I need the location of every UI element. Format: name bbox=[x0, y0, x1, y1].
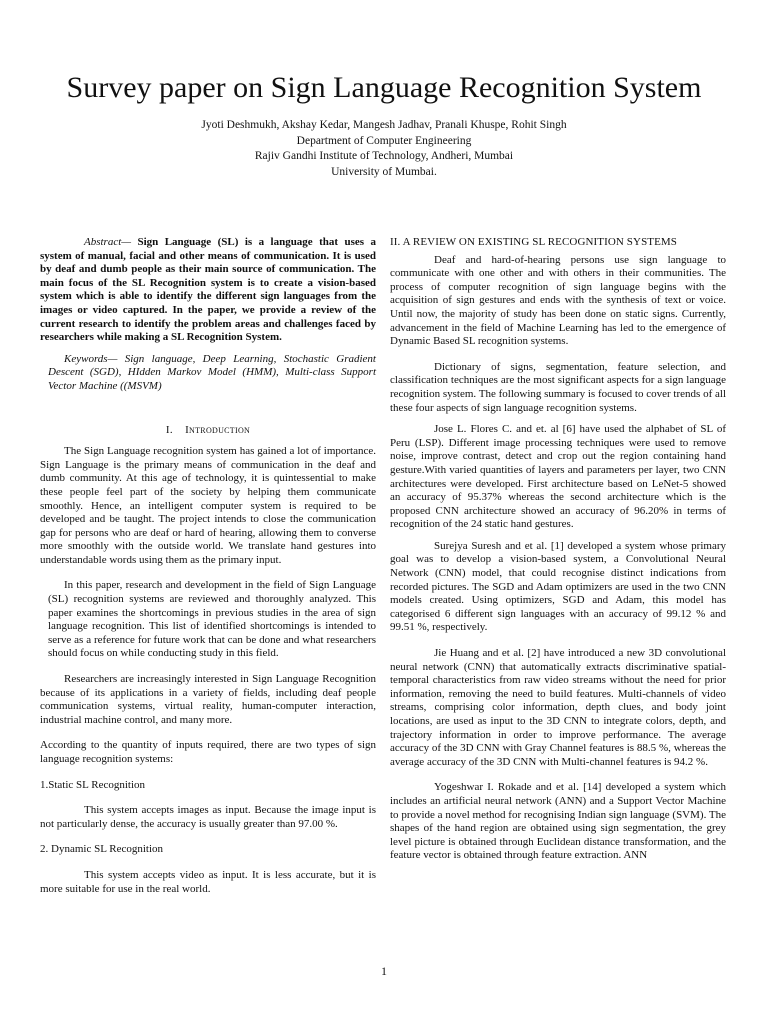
page-number: 1 bbox=[381, 964, 387, 978]
review-paragraph-2: Dictionary of signs, segmentation, feature selection, and classification techniques are the most significant aspects for a sign language recognition system. The following summary is focused to cover trends of all these four aspects of sign language recognition systems. bbox=[390, 360, 726, 414]
dynamic-sl-heading: 2. Dynamic SL Recognition bbox=[40, 843, 164, 856]
intro-paragraph-2: In this paper, research and development in the field of Sign Language (SL) recognition systems are reviewed and thoroughly analyzed. This paper examines the shortcomings in previous studies in the area of sign language recognition. This list of identified shortcomings is intended to serve as a reference for future work that can be done and what researchers should focus on while conducting study in this field. bbox=[48, 579, 376, 660]
left-column bbox=[40, 236, 376, 896]
review-paragraph-4: Surejya Suresh and et al. [1] developed a system whose primary goal was to develop a vision-based system, a Convolutional Neural Network (CNN) model, that could recognise distinct indications from recorded pictures. The SGD and Adam optimizers are used in the two CNN models created. Using optimizers, SGD and Adam, this model has categorised 6 different sign languages with an accuracy of 99.12 % and 99.51 %, respectively. bbox=[390, 539, 726, 634]
abstract-text: Sign Language (SL) is a language that uses a system of manual, facial and other means of communication. It is used by deaf and dumb people as their main source of communication. The main focus of the SL Recognition system is to create a vision-based system which is able to identify the different sign languages from the images or video captured. In the paper, we provide a review of the current research to identify the problem areas and challenges faced by researchers while making a SL Recognition System. bbox=[40, 236, 376, 344]
intro-paragraph-3: Researchers are increasingly interested in Sign Language Recognition because of its applications in a variety of fields, including deaf people communication systems, virtual reality, human-computer interaction, industrial machine control, and many more. bbox=[40, 673, 376, 726]
keywords: Keywords— Sign language, Deep Learning, Stochastic Gradient Descent (SGD), HIdden Markov Model (HMM), Multi-class Support Vector Machine ((MSVM) bbox=[48, 352, 376, 392]
author-block bbox=[0, 118, 768, 180]
author-university: University of Mumbai. bbox=[331, 165, 437, 178]
right-column bbox=[390, 236, 726, 863]
abstract bbox=[40, 236, 376, 345]
author-institute: Rajiv Gandhi Institute of Technology, Andheri, Mumbai bbox=[254, 150, 514, 162]
abstract-label: Abstract— bbox=[84, 236, 132, 248]
review-paragraph-5: Jie Huang and et al. [2] have introduced a new 3D convolutional neural network (CNN) that automatically extracts discriminative spatial-temporal characteristics from raw video streams without the need for prior information, removing the need to build features. Multi-channels of video streams, comprising color information, depth clues, and body joint locations, are used as input to the 3D CNN to integrate colors, depth, and trajectory information in order to improve performance. The average accuracy of the 3D CNN with Gray Channel features is 88.5 %, whereas the average accuracy of the 3D CNN with Multi-channel features is 94.2 %. bbox=[390, 647, 726, 768]
intro-paragraph-4: According to the quantity of inputs required, there are two types of sign language recognition systems: bbox=[40, 739, 376, 765]
section-2-heading: II. A REVIEW ON EXISTING SL RECOGNITION SYSTEMS bbox=[390, 236, 678, 248]
static-sl-heading: 1.Static SL Recognition bbox=[40, 778, 145, 791]
section-1-number: I. bbox=[165, 423, 173, 436]
section-1-title: Introduction bbox=[185, 423, 251, 436]
paper-title: Survey paper on Sign Language Recognition System bbox=[66, 71, 702, 104]
dynamic-sl-paragraph: This system accepts video as input. It is less accurate, but it is more suitable for use in the real world. bbox=[40, 868, 376, 895]
intro-paragraph-1: The Sign Language recognition system has gained a lot of importance. Sign Language is the primary means of communication in the deaf and dumb community. At this age of technology, it is quintessential to make these people feel part of the society by helping them communicate smoothly. Hence, an intelligent computer system is required to be developed and be taught. The project intends to close the communication gap for persons who are deaf or hard of hearing, allowing them to converse more smoothly with the outside world. We translate hand gestures into understandable words using them as the primary input. bbox=[40, 445, 376, 566]
review-paragraph-6: Yogeshwar I. Rokade and et al. [14] developed a system which includes an artificial neural network (ANN) and a Support Vector Machine to provide a novel method for recognising Indian sign language (SVM). The shapes of the hand region are obtained using sign segmentation, the grey level picture is obtained through Euclidean distance transformation, and the feature vector is obtained through feature extraction. ANN bbox=[390, 781, 726, 862]
author-department: Department of Computer Engineering bbox=[296, 134, 472, 147]
static-sl-paragraph: This system accepts images as input. Because the image input is not particularly dense, the accuracy is usually greater than 97.00 %. bbox=[40, 804, 376, 830]
review-paragraph-1: Deaf and hard-of-hearing persons use sign language to communicate with one other and with others in their communities. The process of computer recognition of sign language begins with the acquisition of sign gestures and ends with the synthesis of text or voice. Until now, the majority of study has been done on static signs. Currently, advancement in the field of Machine Learning has led to the emergence of Dynamic Based SL recognition systems. bbox=[390, 253, 726, 348]
review-paragraph-3: Jose L. Flores C. and et. al [6] have used the alphabet of SL of Peru (LSP). Different image processing techniques were used to remove noise, improve contrast, detect and crop out the region containing hand gesture.With varied quantities of layers and parameters per layer, two CNN architectures were developed. First architecture based on LeNet-5 showed an accuracy of 95.37% whereas the second architecture which is the proposed CNN architecture showed an accuracy of 96.20% in terms of recognition of the 24 static hand gestures. bbox=[390, 423, 726, 531]
section-1-heading bbox=[40, 424, 376, 438]
author-names: Jyoti Deshmukh, Akshay Kedar, Mangesh Jadhav, Pranali Khuspe, Rohit Singh bbox=[201, 119, 567, 131]
